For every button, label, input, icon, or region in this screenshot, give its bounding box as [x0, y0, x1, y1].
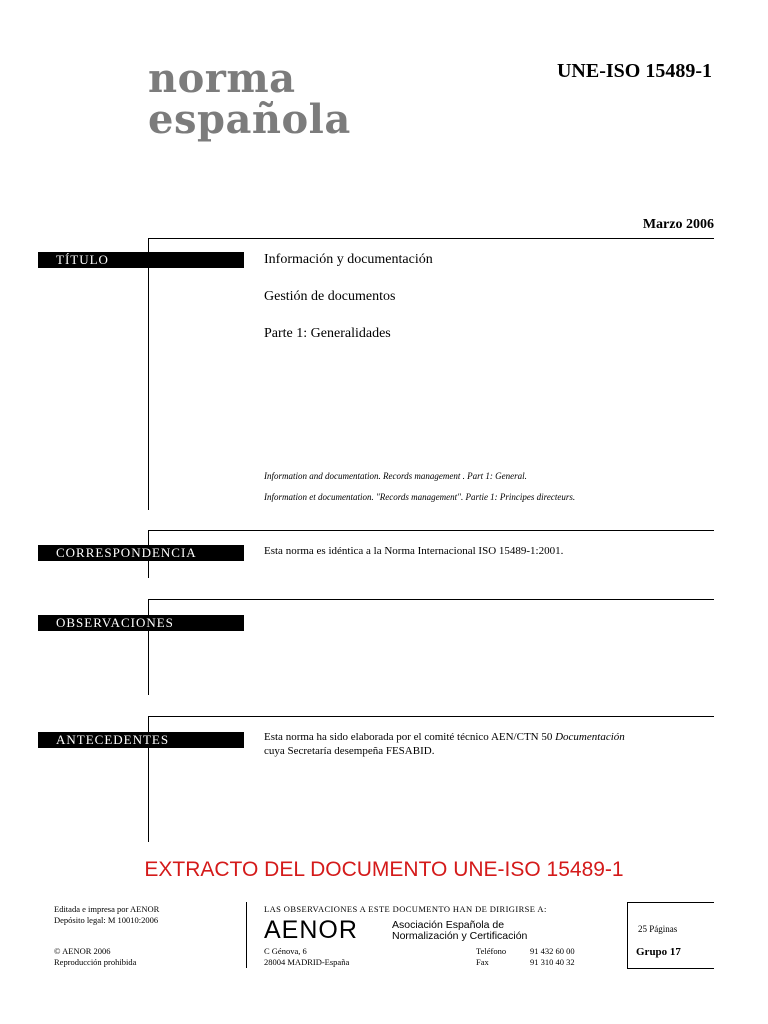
title-english: Information and documentation. Records management . Part 1: General.: [264, 471, 527, 481]
footer-divider-left: [246, 902, 247, 968]
section-divider-titulo: [148, 238, 714, 239]
aenor-name: [392, 920, 527, 942]
footer-top: [54, 900, 714, 901]
fax-number: 91 310 40 32: [530, 957, 575, 967]
brand-title: [148, 55, 351, 143]
title-french: Information et documentation. "Records management". Partie 1: Principes directeurs.: [264, 492, 576, 502]
title-line-3: Parte 1: Generalidades: [264, 326, 391, 341]
section-label-titulo: TÍTULO: [38, 252, 244, 268]
footer-edited: Editada e impresa por AENOR: [54, 904, 160, 914]
section-divider-observaciones: [148, 599, 714, 600]
aenor-logo: AENOR: [264, 916, 358, 944]
brand-line-2: española: [148, 96, 351, 143]
extract-banner: EXTRACTO DEL DOCUMENTO UNE-ISO 15489-1: [144, 858, 624, 881]
section-rule-observaciones: [148, 599, 149, 695]
brand-line-1: norma: [148, 55, 296, 102]
antecedentes-text-italic: Documentación: [555, 731, 625, 743]
title-line-2: Gestión de documentos: [264, 289, 396, 304]
footer-deposit: Depósito legal: M 10010:2006: [54, 915, 159, 925]
aenor-name-line-1: Asociación Española de: [392, 919, 505, 931]
footer-reproduction: Reproducción prohibida: [54, 957, 137, 967]
antecedentes-text: [264, 730, 714, 758]
price-group: Grupo 17: [636, 946, 681, 958]
publication-date: Marzo 2006: [642, 217, 714, 232]
section-rule-titulo: [148, 238, 149, 510]
footer-contact-labels: [476, 946, 506, 968]
footer-rights: [54, 946, 136, 968]
footer-copyright: © AENOR 2006: [54, 946, 111, 956]
footer-publisher: [54, 904, 159, 926]
footer-address: [264, 946, 349, 968]
footer-box-top: [627, 902, 714, 903]
antecedentes-text-b: cuya Secretaría desempeña FESABID.: [264, 745, 435, 757]
section-label-observaciones: OBSERVACIONES: [38, 615, 244, 631]
footer-contact-values: [530, 946, 575, 968]
section-divider-correspondencia: [148, 530, 714, 531]
phone-number: 91 432 60 00: [530, 946, 575, 956]
footer-divider-right: [627, 902, 628, 968]
section-divider-antecedentes: [148, 716, 714, 717]
address-line-2: 28004 MADRID-España: [264, 957, 350, 967]
antecedentes-text-a: Esta norma ha sido elaborada por el comité técnico AEN/CTN 50: [264, 731, 556, 743]
footer-box-bottom: [627, 968, 714, 969]
aenor-name-line-2: Normalización y Certificación: [392, 930, 528, 942]
fax-label: Fax: [476, 957, 489, 967]
section-label-antecedentes: ANTECEDENTES: [38, 732, 244, 748]
correspondencia-text: Esta norma es idéntica a la Norma Internacional ISO 15489-1:2001.: [264, 545, 564, 557]
standard-number: UNE-ISO 15489-1: [556, 60, 712, 82]
section-label-correspondencia: CORRESPONDENCIA: [38, 545, 244, 561]
title-line-1: Información y documentación: [264, 252, 433, 267]
footer-observations-heading: LAS OBSERVACIONES A ESTE DOCUMENTO HAN DE DIRIGIRSE A:: [264, 904, 547, 914]
phone-label: Teléfono: [476, 946, 507, 956]
address-line-1: C Génova, 6: [264, 946, 307, 956]
page-count: 25 Páginas: [638, 924, 678, 934]
